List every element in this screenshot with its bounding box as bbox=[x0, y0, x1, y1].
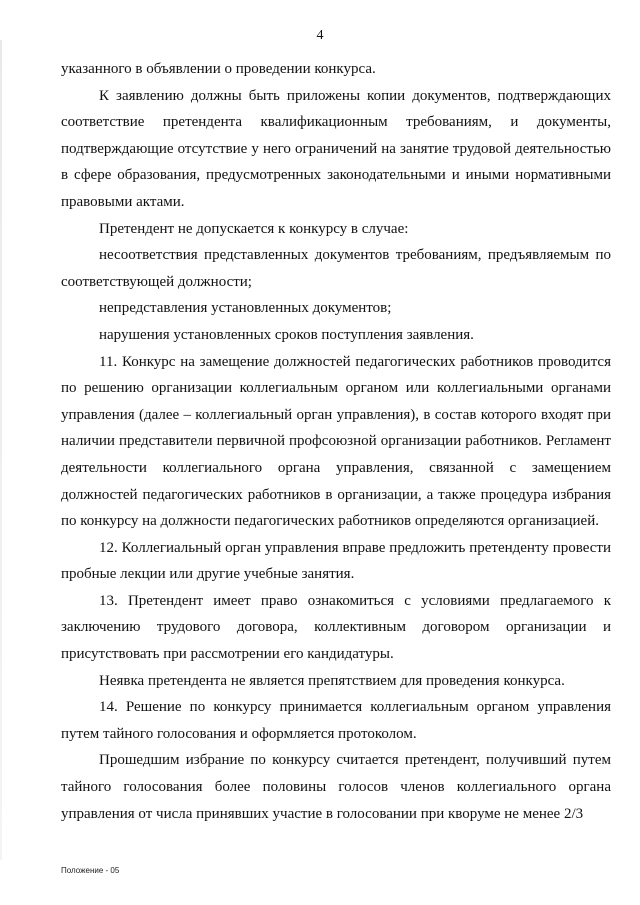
paragraph-absence: Неявка претендента не является препятствием для проведения конкурса. bbox=[99, 672, 565, 689]
document-body bbox=[61, 56, 611, 827]
footer-label: Положение - 05 bbox=[61, 866, 120, 875]
paragraph-continuation: указанного в объявлении о проведении конкурса. bbox=[61, 61, 376, 77]
paragraph-deadline-violation: нарушения установленных сроков поступления заявления. bbox=[99, 326, 474, 343]
scan-edge-shadow bbox=[0, 40, 2, 860]
paragraph-clause-12: 12. Коллегиальный орган управления вправе предложить претенденту провести пробные лекции или другие учебные занятия. bbox=[61, 539, 611, 583]
paragraph-clause-13: 13. Претендент имеет право ознакомиться с условиями предлагаемого к заключению трудового договора, коллективным договором организации и присутствовать при рассмотрении его кандидатуры. bbox=[61, 592, 611, 663]
paragraph-attachments: К заявлению должны быть приложены копии документов, подтверждающих соответствие претендента квалификационным требованиям, и документы, подтверждающие отсутствие у него ограничений на занятие трудовой деятельностью в сфере образования, предусмотренных законодательными и иными нормативными правовыми актами. bbox=[61, 87, 611, 210]
paragraph-missing-documents: непредставления установленных документов; bbox=[99, 300, 392, 317]
paragraph-clause-11: 11. Конкурс на замещение должностей педагогических работников проводится по решению организации коллегиальным органом или коллегиальными органами управления (далее – коллегиальный орган управления), в состав которого входят при наличии представители первичной профсоюзной организации работников. Регламент деятельности коллегиального органа управления, связанной с замещением должностей педагогических работников в организации, а также процедура избрания по конкурсу на должности педагогических работников определяются организацией. bbox=[61, 353, 611, 530]
paragraph-clause-14: 14. Решение по конкурсу принимается коллегиальным органом управления путем тайного голосования и оформляется протоколом. bbox=[61, 699, 611, 742]
paragraph-election-result: Прошедшим избрание по конкурсу считается претендент, получивший путем тайного голосования более половины голосов членов коллегиального органа управления от числа принявших участие в голосовании при кворуме не менее 2/3 bbox=[61, 752, 611, 822]
page-number: 4 bbox=[316, 28, 324, 43]
paragraph-mismatch: несоответствия представленных документов требованиям, предъявляемым по соответствующей должности; bbox=[61, 247, 611, 290]
paragraph-not-admitted: Претендент не допускается к конкурсу в случае: bbox=[99, 220, 409, 237]
